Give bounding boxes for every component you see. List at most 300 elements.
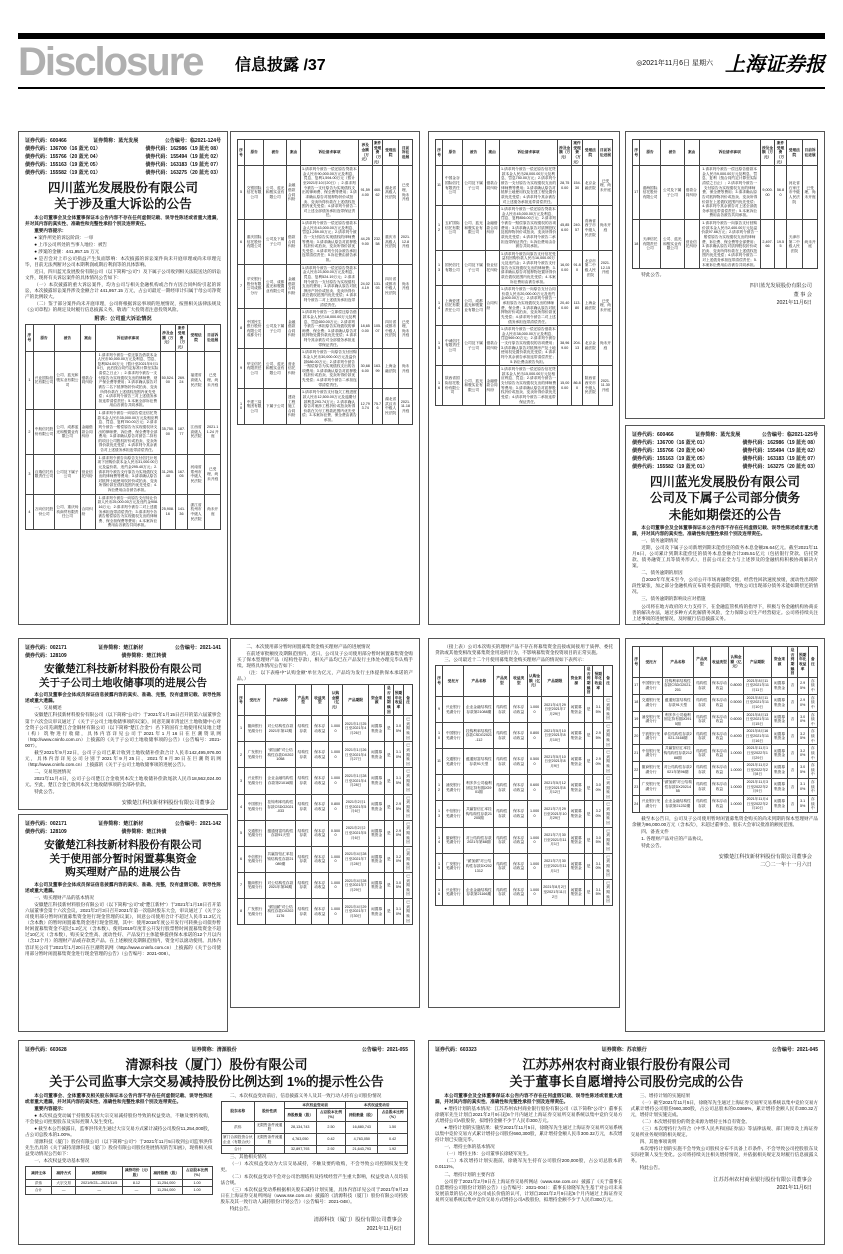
- table-cell: 4,763,050: [284, 1133, 316, 1145]
- table-cell: 19: [633, 711, 640, 728]
- table-cell: 已到期赎回: [604, 723, 613, 749]
- table-cell: 公司、蓝光和骏实业有限公司: [264, 349, 287, 389]
- table-header-cell: 案由: [485, 140, 499, 166]
- table-cell: 存续中: [808, 711, 817, 728]
- table-cell: 否: [788, 762, 797, 779]
- table-cell: 0.5000: [528, 749, 542, 775]
- table-cell: 宁波银行芜湖分行: [640, 728, 662, 745]
- table-header-cell: 备注: [808, 647, 817, 678]
- table-row: [238, 349, 413, 389]
- table-cell: 2021年7月30日至2021年11月1日: [542, 827, 569, 853]
- table-cell: 141.36: [176, 494, 188, 529]
- table-header-cell: 诉讼请求事项: [96, 325, 160, 351]
- table-cell: 167.05: [176, 454, 188, 494]
- table-row: [238, 794, 413, 820]
- table-cell: 1.0000: [729, 795, 744, 812]
- table-cell: 结构性存款: [295, 742, 311, 768]
- announcement-qingyuan: [18, 1040, 415, 1245]
- security-code: 债券代码：155163（19 蓝光 05）: [25, 162, 101, 168]
- table-cell: 闲置募集资金: [369, 899, 385, 925]
- table-header-row: [238, 140, 413, 166]
- table-cell: 已受理，尚未开庭: [205, 351, 221, 410]
- table-cell: 1.0000: [528, 827, 542, 853]
- security-code: 债券代码：155582（19 蓝光 01）: [25, 170, 101, 176]
- table-cell: 广发银行芜湖分行: [245, 742, 266, 768]
- table-cell: 结构性存款: [494, 801, 510, 827]
- table-cell: “薪加薪”对公结构性存款DX2021176: [266, 899, 296, 925]
- table-header-cell: 收益类型: [311, 685, 329, 716]
- table-header-row: [633, 647, 818, 678]
- announcement-title: 清源科技（厦门）股份有限公司 关于公司监事大宗交易减持股份比例达到 1%的提示性公告: [49, 1057, 384, 1089]
- table-cell: 0.8000: [528, 723, 542, 749]
- table-cell: 北京市第二中级人民法院: [582, 250, 598, 285]
- announcement-title: 江苏苏州农村商业银行股份有限公司 关于董事长自愿增持公司股份完成的公告: [509, 1057, 744, 1089]
- table-cell: 否: [788, 694, 797, 711]
- table-row: [436, 749, 613, 775]
- table-cell: 是: [584, 723, 593, 749]
- table-row: [26, 1179, 213, 1187]
- litigation-table-continued: [435, 139, 613, 406]
- security-code: 公告编号：2021-142: [174, 821, 221, 827]
- table-cell: 154.30: [572, 166, 583, 206]
- table-cell: 2.95%: [393, 794, 404, 820]
- table-cell: 公司及下属子公司: [462, 250, 485, 285]
- table-cell: 存续中: [808, 728, 817, 745]
- table-cell: 1.请求判令被告一偿还原告借款本金人民币50,000.00万元及利息、罚息、复利524.00万元（暂计至2021年9月15日，此后按合同约定标准计算至实际清偿之日止）；2.请求判令被告一支付原告为实现债权支出的律师费、财产保全费等费用；3.请求确认原告对被告二名下抵押物折价或拍卖、变卖所得价款在上述债权范围内优先受偿；4.请求判令被告三对上述债务承担连带清偿责任；5.本案全部诉讼费用由各被告共同承担。: [96, 351, 160, 410]
- table-cell: 结构性存款: [494, 853, 510, 879]
- security-code: 证券代码：603323: [435, 1047, 477, 1053]
- sell-down-table: [25, 1166, 213, 1195]
- table-cell: 12,793.74: [358, 389, 372, 424]
- table-header-row: [436, 140, 613, 166]
- body-paragraphs: ● 增持计划的基本情况：江苏苏州农村商业银行股份有限公司（以下简称“公司”）董事长徐晓军先生计划自2021年2月9日起6个月内通过上海证券交易所交易系统以集中竞价交易方式增持公司A股股份，拟增持金额不少于人民币300万元。 ● 增持计划的实施结果：截至2021年11月5日，徐晓军先生通过上海证券交易所交易系统以集中竞价交易方式累计增持公司股份660,300股，累计增持金额人民币300.32万元，本次增持计划已实施完毕。 一、增持主体的基本情况 （一）增持主体：公司董事长徐晓军先生。 （二）本次增持计划实施前，徐晓军先生持有公司股份200,000股，占公司总股本的0.0111%。 二、增持计划的主要内容 公司曾于2021年2月9日在上海证券交易所网站（www.sse.com.cn）披露了《关于董事长自愿增持公司股份计划的公告》（公告编号：2021-004）：董事长徐晓军先生基于对公司未来发展前景的信心及对公司成长价值的认可，计划自2021年2月9日起6个月内通过上海证券交易所交易系统以集中竞价交易方式增持公司A股股份，拟增持金额不少于人民币300万元。: [435, 1105, 623, 1202]
- body-paragraphs: 近日，四川蓝光发展股份有限公司（以下简称“公司”）及下属子公司收到相关法院送达的诉讼文件，现将有关诉讼案件的具体情况公告如下： （一）本次披露的重大诉讼案件，均为公司与相关金融机构或合作方因合同纠纷引起的诉讼，本次披露诉讼案件涉及金额合计 441,957.15 万元，占公司最近一期经审计归属于母公司净资产的比例较大。 （二）鉴于部分案件尚未开庭审理，公司将根据诉讼事项的进展情况，按照相关法律法规及《公司章程》的规定及时履行信息披露义务，敬请广大投资者注意投资风险。: [25, 269, 222, 313]
- table-header-cell: 案件受理费（万元）: [372, 140, 383, 166]
- hint-bullets: ● 本次权益变动属于持股股东因大宗交易减持股份导致的权益变动，不触及要约收购，不会使公司控股股东及实际控制人发生变化。 ● 截至本公告披露日，监事洪伟先生通过大宗交易方式累计减持公司股份11,254,000股，占公司总股本的1.00%。: [25, 1112, 213, 1138]
- table-cell: 是: [385, 768, 394, 794]
- table-header-cell: 案由: [287, 140, 301, 166]
- table-cell: 闲置募集资金: [771, 694, 788, 711]
- wm-product-table-continued: [632, 646, 818, 813]
- table-header-cell: 减持期间: [76, 1167, 123, 1179]
- table-cell: 中国银行芜湖分行: [640, 677, 662, 694]
- table-cell: 3.00%: [797, 711, 808, 728]
- security-code: 证券简称：苏农银行: [601, 1047, 647, 1053]
- table-cell: 闲置募集资金: [568, 853, 584, 879]
- table-cell: 75.76: [372, 389, 383, 424]
- table-cell: 闲置募集资金: [568, 723, 584, 749]
- table-cell: 利多多公司稳利固定持有期JG901期: [464, 775, 494, 801]
- table-cell: 2021年8月11日至2021年11月10日: [743, 694, 771, 711]
- table-header-cell: 目前诉讼进展: [399, 140, 413, 166]
- table-cell: 否: [788, 711, 797, 728]
- table-cell: 保本浮动收益: [510, 775, 528, 801]
- table-cell: 结构性存款: [694, 762, 711, 779]
- table-cell: 否: [788, 795, 797, 812]
- table-cell: —: [52, 1187, 76, 1195]
- table-row: [436, 827, 613, 853]
- table-cell: 公司及下属子公司: [660, 166, 684, 220]
- table-header-cell: 资金来源: [771, 647, 788, 678]
- litigation-table: [25, 324, 221, 530]
- table-header-cell: 案件受理费（万元）: [176, 325, 188, 351]
- table-cell: [255, 1146, 285, 1154]
- table-cell: 23: [633, 779, 640, 796]
- table-cell: 中信银行芜湖分行: [443, 801, 464, 827]
- signature: 安徽楚江科技新材料股份有限公司董事会: [121, 800, 215, 807]
- table-cell: 是: [584, 775, 593, 801]
- table-cell: 共赢智信汇率挂钩结构性存款21205期: [464, 801, 494, 827]
- table-cell: 上海爱建信托有限责任公司: [443, 286, 462, 326]
- security-code: 证券简称：蓝光发展: [695, 432, 741, 438]
- body-paragraphs: 一、购买理财产品的基本情况 安徽楚江科技新材料股份有限公司（以下简称“公司”或“楚江新材”）于2021年1月18日召开第六届董事会第十六次会议、2021年2月3日召开2021年第一次临时股东大会，审议通过了《关于公司使用部分暂时闲置募集资金进行现金管理的议案》，同意公司使用合计不超过人民币11.2亿元（含本数）的暂时闲置募集资金进行现金管理，其中：使用2018年度公开发行可转换公司债券暂时闲置募集资金不超过1.2亿元（含本数）、使用2019年度非公开发行股票暂时闲置募集资金不超过10亿元（含本数），购买安全性高、流动性好、产品发行主体能够提供保本承诺的12个月以内（含12个月）的理财产品或存款类产品。在上述额度及期限范围内，资金可以滚动使用。具体内容详见公司于2021年1月20日在巨潮资讯网（http://www.cninfo.com.cn）上披露的《关于公司使用部分暂时闲置募集资金进行现金管理的公告》（公告编号：2021-008）。: [25, 895, 221, 956]
- table-cell: 保本浮动收益: [311, 794, 329, 820]
- table-cell: 浦发银行芜湖分行: [443, 775, 464, 801]
- table-cell: 保本浮动收益: [510, 749, 528, 775]
- table-cell: 1.0000: [729, 745, 744, 762]
- table-cell: 15: [436, 326, 443, 366]
- table-header-cell: 减持股数（股）: [150, 1167, 182, 1179]
- table-header-cell: 目前诉讼进展: [205, 325, 221, 351]
- table-header-cell: 收益类型: [710, 647, 729, 678]
- table-cell: 利多多公司稳利固定持有期JG915期: [662, 711, 693, 728]
- table-header-cell: 是否到期赎回: [584, 666, 593, 697]
- announcement-litigation-col3: [428, 131, 620, 625]
- table-cell: 中国民生银行股份有限公司成都分行: [245, 309, 264, 349]
- table-header-cell: 原告: [33, 325, 54, 351]
- table-cell: 11,254,000: [150, 1179, 182, 1187]
- table-row: [238, 742, 413, 768]
- table-cell: 1.请求判令被告一向原告支付回购本金人民币30,000.00万元及溢价款686.00万元；2.请求判令被告一赔偿原告为实现债权支出的各项费用；3.请求确认原告对质押股权折价或拍卖、变卖所得价款优先受偿；4.请求判令被告二承担连带清偿责任。: [301, 349, 359, 389]
- table-cell: 挂钩利率结构性存款CSDG2021-033: [266, 794, 296, 820]
- wealth-management-col3: [428, 638, 620, 1008]
- table-cell: 金融借款合同纠纷: [80, 410, 96, 455]
- table-cell: 2021年7月30日至2021年11月1日: [542, 853, 569, 879]
- signature: 清源科技（厦门）股份有限公司董事会 2021年11月6日: [313, 1217, 402, 1232]
- table-cell: 保本浮动收益: [311, 742, 329, 768]
- table-header-cell: 备注: [404, 685, 413, 716]
- table-header-cell: 产品类型: [295, 685, 311, 716]
- security-codes: [25, 1046, 408, 1054]
- table-cell: 3.15%: [593, 696, 604, 722]
- table-cell: 2021年2月2日至2021年5月6日: [343, 820, 369, 846]
- table-row: [238, 872, 413, 898]
- wealth-management-col2: [230, 638, 420, 1008]
- table-row: [633, 220, 818, 269]
- hint-label: 重要内容提示：: [34, 1105, 67, 1111]
- table-cell: 5: [238, 166, 245, 220]
- table-row: [633, 711, 818, 728]
- table-cell: 50,524.00: [160, 351, 176, 410]
- closing: 特此公告。: [641, 272, 665, 278]
- table-header-cell: 认购金额（亿元）: [729, 647, 744, 678]
- table-header-cell: 涉及金额（万元）: [760, 140, 775, 166]
- table-cell: 保本浮动收益: [710, 795, 729, 812]
- table-cell: 共赢智信汇率挂钩结构性存款21288期: [662, 745, 693, 762]
- table-cell: 渤海国际信托股份有限公司: [640, 166, 660, 220]
- table-cell: 204.13: [572, 326, 583, 366]
- table-cell: 北京金融法院: [582, 166, 598, 206]
- table-cell: 11: [436, 166, 443, 206]
- table-cell: 1.0000: [329, 872, 343, 898]
- table-header-cell: 减持主体: [26, 1167, 52, 1179]
- security-code: 债券代码：163183（19 蓝光 07）: [145, 162, 221, 168]
- table-cell: 2021年11月2日至2022年2月8日: [743, 762, 771, 779]
- table-header-cell: 产品期限: [542, 666, 569, 697]
- disclaimer: 本公司董事会及全体董事保证本公告内容不存在任何虚假记载、误导性陈述或者重大遗漏，并对其内容的真实性、准确性和完整性承担个别及连带责任。: [435, 1092, 623, 1104]
- sunong-right-column: [631, 1093, 819, 1204]
- table-row: [238, 820, 413, 846]
- table-cell: 0.42: [316, 1133, 346, 1145]
- table-cell: 2021年1月25日至2021年4月26日: [343, 716, 369, 742]
- table-cell: 3: [238, 768, 245, 794]
- table-header-cell: 诉讼请求事项: [301, 140, 359, 166]
- table-cell: 营业信托纠纷: [80, 454, 96, 494]
- table-cell: 闲置募集资金: [568, 827, 584, 853]
- table-cell: 保本浮动收益: [710, 728, 729, 745]
- table-cell: 22: [633, 762, 640, 779]
- table-cell: 15,000.00: [558, 366, 572, 406]
- table-header-cell: 产品名称: [266, 685, 296, 716]
- table-cell: 公司、蓝光和骏实业有限公司: [462, 206, 485, 251]
- disclaimer: 本公司及董事会全体成员保证信息披露内容的真实、准确、完整，没有虚假记载、误导性陈述或重大遗漏。: [25, 692, 221, 704]
- table-cell: 1.0000: [528, 853, 542, 879]
- table-cell: 2021年5月10日至2021年8月10日: [542, 723, 569, 749]
- table-header-cell: 认购金额（亿元）: [528, 666, 542, 697]
- table-header-cell: 序号: [436, 666, 443, 697]
- table-row: [238, 389, 413, 424]
- table-cell: 1.00: [182, 1187, 212, 1195]
- table-header-cell: 减持均价（元/股）: [122, 1167, 150, 1179]
- qingyuan-left-column: [25, 1093, 213, 1233]
- table-cell: 32,897,793: [284, 1146, 316, 1154]
- table-cell: 4: [238, 794, 245, 820]
- section-heading: 二、本次权益变动前后，信息披露义务人及其一致行动人持有公司股份情况: [229, 1092, 382, 1098]
- table-cell: 19.55: [775, 220, 786, 269]
- security-code: 公告编号：2021-055: [361, 1047, 408, 1053]
- table-cell: 0.4000: [729, 728, 744, 745]
- table-cell: 2.50: [316, 1121, 346, 1133]
- security-code: 债券代码：155582（19 蓝光 01）: [632, 464, 708, 470]
- table-cell: 闲置募集资金: [369, 716, 385, 742]
- table-header-cell: 收益类型: [510, 666, 528, 697]
- table-header-cell: 占总股本比例（%）: [378, 1109, 408, 1121]
- table-row: [436, 775, 613, 801]
- table-header-cell: 受理法院: [187, 325, 205, 351]
- table-cell: 0.5000: [329, 820, 343, 846]
- table-header-cell: 预期年化收益率: [393, 685, 404, 716]
- table-cell: 洪伟: [26, 1179, 52, 1187]
- table-cell: 保本浮动收益: [710, 745, 729, 762]
- table-cell: 百瑞信托有限责任公司: [33, 454, 54, 494]
- table-cell: 7: [238, 872, 245, 898]
- table-cell: 结构性存款: [694, 728, 711, 745]
- table-header-cell: 股东名称: [221, 1101, 255, 1121]
- table-cell: 借款合同纠纷: [684, 166, 699, 220]
- table-cell: 保本浮动收益: [311, 846, 329, 872]
- table-cell: 结构性存款: [694, 711, 711, 728]
- announcement-title: 安徽楚江科技新材料股份有限公司 关于子公司土地收储事项的进展公告: [39, 663, 207, 689]
- table-cell: 91.80: [572, 250, 583, 285]
- table-cell: 2021年11月3日至2022年2月9日: [743, 779, 771, 796]
- table-cell: 浙江省杭州市中级人民法院: [187, 494, 205, 529]
- table-cell: 3.10%: [593, 853, 604, 879]
- table-cell: 86.80: [572, 366, 583, 406]
- table-cell: 闲置募集资金: [771, 779, 788, 796]
- wm-product-table: [237, 684, 413, 925]
- table-cell: 1.请求判令被告一向原告偿还信托贷款本金人民币35,000.00万元及相应利息、罚息、复利750.00万元；2.请求判令被告一赔偿原告为实现债权所支出的律师费、诉讼费、保全费等全部费用；3.请求确认原告对被告二持有的项目公司股权折价或拍卖、变卖所得价款优先受偿；4.请求判令其余被告对上述债务承担连带清偿责任。: [96, 410, 160, 455]
- security-codes: [25, 644, 221, 660]
- table-cell: 尚未开庭: [803, 220, 818, 269]
- table-cell: 3.15%: [393, 768, 404, 794]
- table-cell: 1.0000: [729, 779, 744, 796]
- table-header-cell: 受托方: [443, 666, 464, 697]
- security-code: 证券代码：002171: [25, 821, 67, 827]
- table-cell: 保本浮动收益: [311, 872, 329, 898]
- litigation-table-continued: [632, 139, 818, 269]
- table-cell: 北京金融法院: [582, 326, 598, 366]
- table-cell: 2021.11.24 开庭: [205, 410, 221, 455]
- security-codes: [25, 820, 221, 836]
- table-cell: 蕴通财富结构性存款91天型: [662, 694, 693, 711]
- table-cell: 131.93: [372, 264, 383, 309]
- table-cell: 蕴通财富结构性存款91天型: [266, 820, 296, 846]
- table-cell: 2021年8月11日至2021年11月11日: [743, 677, 771, 694]
- table-cell: 269.24: [176, 351, 188, 410]
- table-cell: 13: [436, 801, 443, 827]
- table-cell: 2021年5月12日至2021年8月12日: [542, 775, 569, 801]
- table-cell: 公司、蓝光和骏实业有限公司: [264, 166, 287, 220]
- table-header-cell: 预期年化收益率: [593, 666, 604, 697]
- table-cell: 天津信托有限责任公司: [640, 220, 660, 269]
- table-cell: 是: [385, 742, 394, 768]
- table-cell: 17: [633, 677, 640, 694]
- table-cell: 3.10%: [797, 779, 808, 796]
- table-cell: 3.05%: [797, 762, 808, 779]
- table-cell: 16,000.00: [558, 250, 572, 285]
- table-cell: 187.77: [176, 410, 188, 455]
- table-cell: 陕西省西安市中级人民法院: [582, 366, 598, 406]
- table-header-row: [26, 325, 221, 351]
- table-cell: 2021年1月26日至2021年4月27日: [343, 742, 369, 768]
- table-cell: 徽商银行芜湖分行: [640, 762, 662, 779]
- table-cell: 结构性存款: [494, 827, 510, 853]
- table-cell: 9,000.00: [760, 166, 775, 220]
- table-cell: 1.0000: [329, 899, 343, 925]
- table-cell: 广发银行芜湖分行: [245, 899, 266, 925]
- table-cell: 合同纠纷: [80, 494, 96, 529]
- table-cell: 1.0000: [528, 696, 542, 722]
- table-row: [26, 494, 221, 529]
- table-cell: 9: [436, 696, 443, 722]
- table-cell: 福建省高级人民法院: [187, 351, 205, 410]
- table-cell: 1.0000: [729, 762, 744, 779]
- table-cell: 闲置募集资金: [369, 846, 385, 872]
- table-cell: 1.请求判令被告一偿还原告贷款本金人民币45,000.00万元及利息、罚息、复利856.00万元；2.请求判令被告一赔偿原告实现债权的各项费用；3.请求确认原告对质押股权及抵押物折价或拍卖、变卖所得价款优先受偿；4.请求判令被告二承担连带保证责任；5.诉讼费用由各被告共同承担。: [499, 206, 557, 251]
- table-cell: 结构性存款: [694, 779, 711, 796]
- table-cell: 3.20%: [593, 801, 604, 827]
- table-cell: 2021.11.18 开庭: [399, 389, 413, 424]
- table-cell: 8: [238, 899, 245, 925]
- table-cell: 四川省成都市中级人民法院: [383, 309, 399, 349]
- table-cell: 2021年8月2日至2021年11月2日: [542, 879, 569, 905]
- table-cell: 合计: [221, 1146, 255, 1154]
- table-cell: 1.92: [378, 1146, 408, 1154]
- table-cell: 是: [584, 749, 593, 775]
- table-cell: 0.42: [378, 1133, 408, 1145]
- table-cell: 浦发银行芜湖分行: [640, 711, 662, 728]
- table-header-cell: 目前诉讼进展: [803, 140, 818, 166]
- security-codes: [632, 431, 818, 471]
- table-cell: 结构性存款: [295, 872, 311, 898]
- table-cell: 91,594.00: [358, 166, 372, 220]
- table-cell: 保本浮动收益: [510, 696, 528, 722]
- table-row: [238, 264, 413, 309]
- table-cell: 2021年11月1日至2022年1月29日: [743, 745, 771, 762]
- security-code: 证券简称：清源股份: [191, 1047, 237, 1053]
- table-row: [633, 166, 818, 220]
- table-cell: 已到期赎回: [604, 801, 613, 827]
- table-cell: 已到期赎回: [604, 879, 613, 905]
- table-cell: 单位结构性存款2021-3168期: [662, 728, 693, 745]
- table-row: [238, 166, 413, 220]
- table-header-cell: 被告: [55, 325, 80, 351]
- table-cell: 是: [385, 794, 394, 820]
- table-cell: 否: [788, 728, 797, 745]
- table-header-cell: 被告: [264, 140, 287, 166]
- table-cell: 闲置募集资金: [568, 749, 584, 775]
- table-cell: 否: [788, 745, 797, 762]
- table-header-cell: 产品期限: [743, 647, 771, 678]
- table-header-cell: 资金来源: [568, 666, 584, 697]
- table-cell: 已受理，尚未开庭: [598, 286, 612, 326]
- top-rule: [18, 33, 825, 39]
- table-cell: 四川省成都市中级人民法院: [383, 264, 399, 309]
- table-cell: 湖北省武汉市中级人民法院: [383, 389, 399, 424]
- security-code: 公告编号：临2021-124号: [164, 138, 221, 144]
- table-row: [221, 1133, 408, 1145]
- table-cell: 结构性存款: [295, 768, 311, 794]
- table-header-cell: 原告: [245, 140, 264, 166]
- table-cell: 2021年7月29日至2021年10月29日: [542, 801, 569, 827]
- table-header-cell: 是否到期赎回: [788, 647, 797, 678]
- table-cell: 3.05%: [393, 716, 404, 742]
- table-cell: 结构性存款: [494, 696, 510, 722]
- disclaimer: 本公司董事会及全体董事保证本公告内容不存在任何虚假记载、误导性陈述或者重大遗漏，并对其内容的真实性、准确性和完整性承担个别及连带责任。: [632, 524, 818, 536]
- section-logo: Disclosure: [18, 40, 203, 84]
- table-cell: “薪加薪”对公结构性存款DX2021058: [266, 742, 296, 768]
- table-cell: 14: [436, 827, 443, 853]
- table-header-cell: 占总股本比例（%）: [316, 1109, 346, 1121]
- table-cell: 是: [584, 801, 593, 827]
- table-cell: 是: [584, 879, 593, 905]
- table-cell: 天津市第二中级人民法院: [786, 220, 803, 269]
- masthead: 上海证券报: [725, 54, 825, 76]
- table-cell: 20,400.00: [558, 286, 572, 326]
- table-cell: 保本浮动收益: [710, 694, 729, 711]
- edition-label: 信息披露 /37: [235, 57, 326, 74]
- table-cell: 45,856.00: [558, 206, 572, 251]
- security-code: 债券代码：128109: [25, 653, 67, 659]
- table-cell: “薪加薪”对公结构性存款DX2021312: [464, 853, 494, 879]
- table-cell: 2,497.66: [760, 220, 775, 269]
- table-cell: 存续中: [808, 762, 817, 779]
- table-cell: 否: [788, 779, 797, 796]
- table-cell: 已受理，尚未开庭: [205, 454, 221, 494]
- table-row: [26, 1187, 213, 1195]
- security-code: 债券代码：155494（19 蓝光 02）: [145, 154, 221, 160]
- table-cell: 下属子公司: [264, 389, 287, 424]
